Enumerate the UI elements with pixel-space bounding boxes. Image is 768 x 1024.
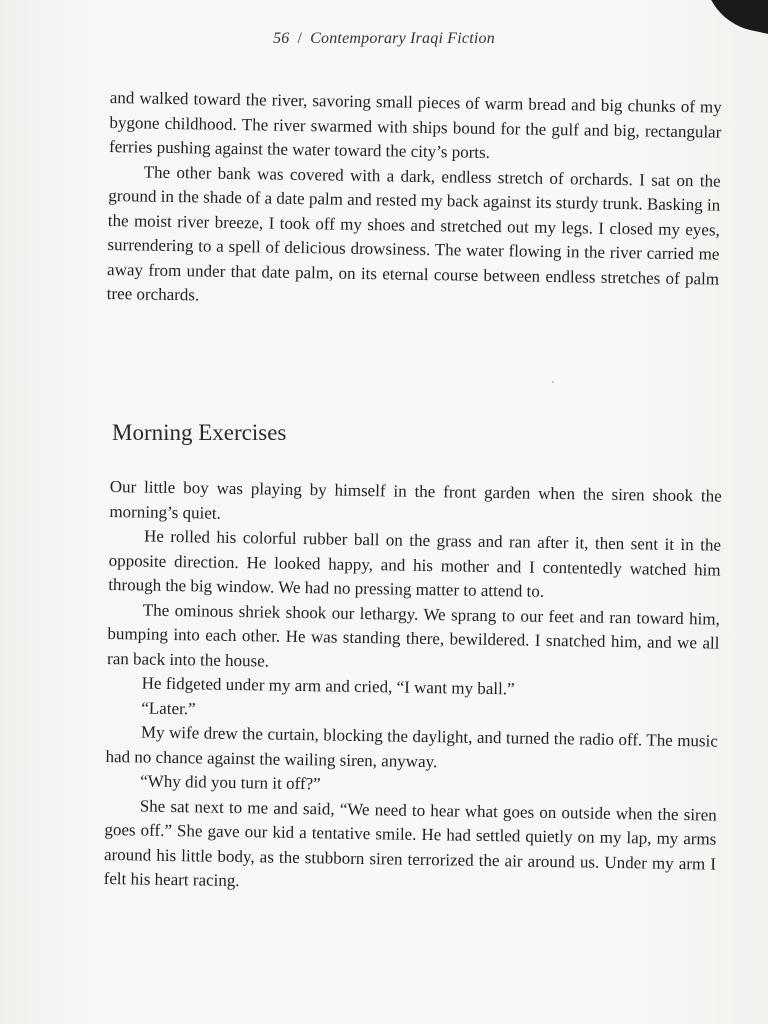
paragraph: “Why did you turn it off?”: [140, 771, 321, 794]
running-header: [0, 30, 768, 48]
paragraph: Our little boy was playing by himself in the front garden when the siren shook the morning’s quiet.: [109, 476, 722, 523]
book-title: Contemporary Iraqi Fiction: [310, 30, 495, 47]
paragraph: He fidgeted under my arm and cried, “I want my ball.”: [141, 673, 515, 699]
paragraph: He rolled his colorful rubber ball on the grass and ran after it, then sent it in the opposite direction. He looked happy, and his mother and I contentedly watched him through the big window. We had no pressing matter to attend to.: [108, 526, 722, 601]
paper-speck: [552, 381, 554, 383]
page-number: 56: [273, 30, 290, 47]
section-title: Morning Exercises: [112, 420, 287, 445]
paragraph: She sat next to me and said, “We need to hear what goes on outside when the siren goes off.” She gave our kid a tentative smile. He had settled quietly on my lap, my arms around his little body, as the stubborn siren terrorized the air around us. Under my arm I felt his heart racing.: [103, 796, 717, 891]
paragraph: and walked toward the river, savoring small pieces of warm bread and big chunks of my bygone childhood. The river swarmed with ships bound for the gulf and big, rectangular ferries pushing against the water toward the city’s ports.: [108, 87, 722, 162]
story-text: [103, 475, 721, 901]
paragraph: The ominous shriek shook our lethargy. We sprang to our feet and ran toward him, bumping into each other. He was standing there, bewildered. I snatched him, and we all ran back into the house.: [106, 600, 720, 671]
continued-story-text: [107, 86, 722, 316]
paragraph: My wife drew the curtain, blocking the daylight, and turned the radio off. The music had no chance against the wailing siren, anyway.: [105, 722, 719, 771]
paragraph: “Later.”: [141, 698, 196, 718]
paragraph: The other bank was covered with a dark, endless stretch of orchards. I sat on the ground in the shade of a date palm and rested my back against its sturdy trunk. Basking in the moist river breeze, I took off my shoes and stretched out my legs. I closed my eyes, surrendering to a spell of delicious drowsiness. The water flowing in the river carried me away from under that date palm, on its eternal course between endless stretches of palm tree orchards.: [106, 162, 721, 305]
header-separator: /: [297, 30, 303, 47]
